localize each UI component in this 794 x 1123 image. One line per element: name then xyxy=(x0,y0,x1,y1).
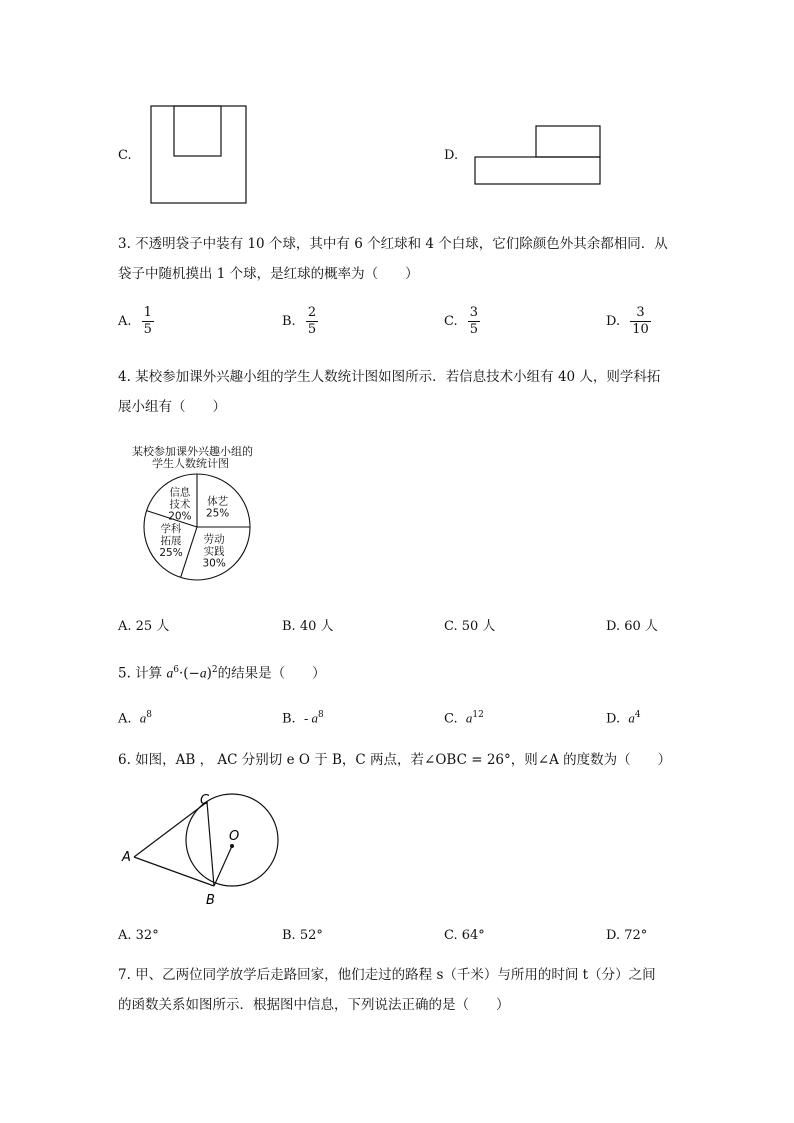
question-7-line-2: 的函数关系如图所示．根据图中信息，下列说法正确的是（ ） xyxy=(118,997,510,1013)
q3-option-a xyxy=(118,305,154,338)
label-o: O xyxy=(229,829,240,844)
pie-slice-label: 学科拓展 25% xyxy=(159,523,183,560)
q5-option-b: B. - $a^8$ xyxy=(282,710,324,727)
option-c-label: C. xyxy=(118,148,132,163)
pie-chart xyxy=(140,470,255,585)
shape-d-bottom-rect xyxy=(475,157,600,184)
shape-c-inner-rect xyxy=(174,106,221,156)
q5-option-c: C. $a^{12}$ xyxy=(444,710,484,727)
q6-option-c: C. 64° xyxy=(444,928,485,943)
pie-slice-boundary xyxy=(181,527,197,577)
q5-suffix: 的结果是（ ） xyxy=(217,665,326,682)
question-7-text xyxy=(118,960,688,1020)
q4-option-d: D. 60 人 xyxy=(606,619,658,634)
center-point-o xyxy=(230,844,234,848)
q5-exponent-6: 6 xyxy=(173,665,179,675)
tangent-ab xyxy=(134,857,214,886)
question-4-line-1: 4. 某校参加课外兴趣小组的学生人数统计图如图所示．若信息技术小组有 40 人，则学科拓 xyxy=(118,369,661,385)
question-7-line-1: 7. 甲、乙两位同学放学后走路回家，他们走过的路程 s（千米）与所用的时间 t（分）之间 xyxy=(118,967,656,983)
shape-c-diagram xyxy=(150,105,248,205)
q3-option-b-fraction: $\frac{2}{5}$ xyxy=(307,305,317,337)
shape-d-diagram xyxy=(474,125,602,187)
q6-option-a: A. 32° xyxy=(118,928,159,943)
q3-option-c-fraction: $\frac{3}{5}$ xyxy=(469,305,479,337)
pie-slice-label: 体艺 25% xyxy=(205,495,230,520)
question-5-text xyxy=(118,655,688,689)
q5-base-a: a xyxy=(166,665,174,681)
q5-option-d: D. $a^4$ xyxy=(606,710,641,727)
q4-option-b: B. 40 人 xyxy=(282,619,334,634)
pie-slice-label: 劳动实践 30% xyxy=(202,533,226,570)
question-4-text xyxy=(118,362,688,422)
q3-option-d xyxy=(606,305,651,338)
pie-slice-label: 信息技术 20% xyxy=(168,486,192,523)
q5-operator: ·(− xyxy=(178,665,200,682)
option-d-label: D. xyxy=(444,148,459,163)
q4-option-c: C. 50 人 xyxy=(444,619,496,634)
q3-option-b-label: B. xyxy=(282,314,296,329)
q3-option-c-label: C. xyxy=(444,314,458,329)
shape-c-outer-rect xyxy=(151,106,246,203)
q3-option-d-fraction: $\frac{3}{10}$ xyxy=(632,305,649,337)
question-3-line-2: 袋子中随机摸出 1 个球，是红球的概率为（ ） xyxy=(118,266,419,282)
q5-exponent-2: 2 xyxy=(211,665,218,675)
q3-option-a-fraction: $\frac{1}{5}$ xyxy=(143,305,152,337)
radius-ob xyxy=(214,846,232,886)
label-b: B xyxy=(206,893,215,908)
tangent-ac xyxy=(134,802,207,857)
question-4-line-2: 展小组有（ ） xyxy=(118,399,226,415)
q6-option-b: B. 52° xyxy=(282,928,323,943)
q5-prefix: 5. 计算 xyxy=(118,665,163,682)
q3-option-d-label: D. xyxy=(606,314,621,329)
q3-option-a-label: A. xyxy=(118,314,132,329)
q4-option-a: A. 25 人 xyxy=(118,619,170,634)
question-6-text: 6. 如图，AB ， AC 分别切 e O 于 B，C 两点，若∠OBC = 26°，则∠A 的度数为（ ） xyxy=(118,752,672,768)
question-3-line-1: 3. 不透明袋子中装有 10 个球，其中有 6 个红球和 4 个白球，它们除颜色外其余都相同．从 xyxy=(118,236,668,252)
q5-option-a: A. $a^8$ xyxy=(118,710,153,727)
chord-cb xyxy=(207,802,214,886)
pie-chart-title-line-1: 某校参加课外兴趣小组的 xyxy=(132,445,253,458)
q3-option-b xyxy=(282,305,318,338)
q6-option-d: D. 72° xyxy=(606,928,648,943)
q3-option-c xyxy=(444,305,480,338)
q6-circle-diagram xyxy=(112,788,292,910)
pie-chart-title-line-2: 学生人数统计图 xyxy=(152,457,229,470)
pie-chart-title xyxy=(132,446,272,470)
label-c: C xyxy=(200,793,210,808)
shape-d-top-rect xyxy=(536,126,600,157)
label-a: A xyxy=(122,850,131,865)
q5-close-paren: ) xyxy=(206,665,212,682)
question-3-text xyxy=(118,229,688,289)
q5-base-a-2: a xyxy=(199,665,207,681)
